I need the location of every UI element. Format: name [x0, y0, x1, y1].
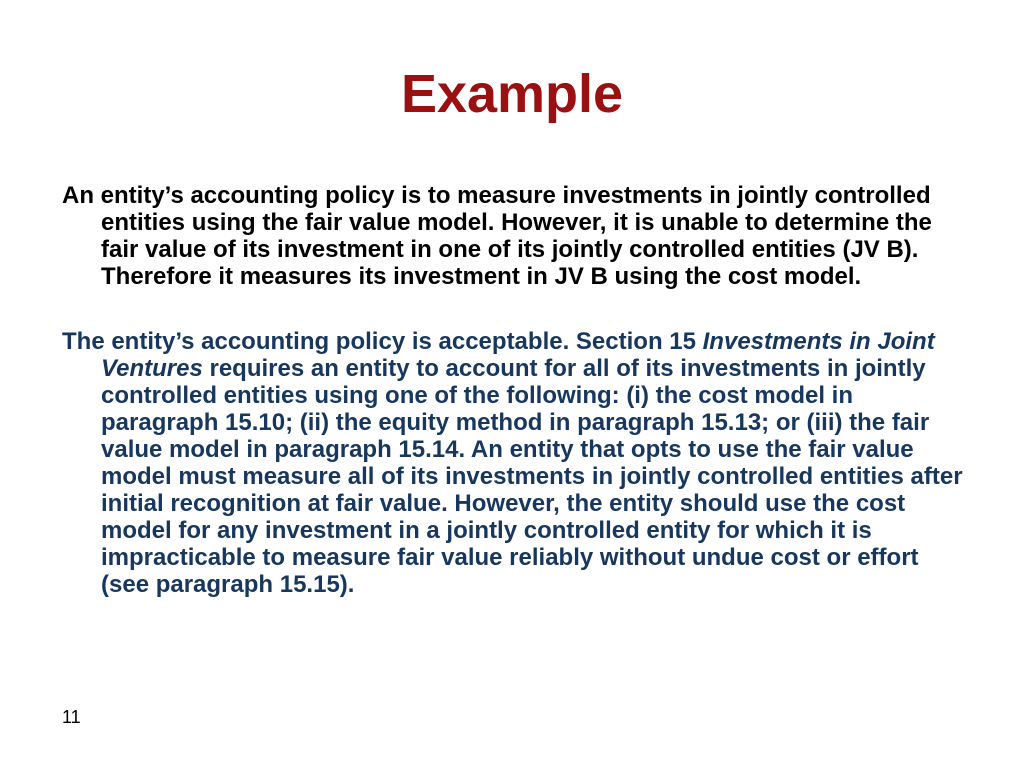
slide-body — [62, 182, 966, 598]
section-title-italic: Investments in Joint Ventures — [101, 328, 935, 382]
explanation-rest-text: requires an entity to account for all of its investments in jointly controlled entities using one of the following: (i) the cost model in paragraph 15.10; (ii) the equity method in paragraph 15.13; or (iii) the fair value model in paragraph 15.14. An entity that opts to use the fair value model must measure all of its investments in jointly controlled entities after initial recognition at fair value. However, the entity should use the cost model for any investment in a jointly controlled entity for which it is impracticable to measure fair value reliably without undue cost or effort (see paragraph 15.15). — [101, 355, 963, 598]
page-number: 11 — [62, 707, 81, 727]
paragraph-example-scenario: An entity’s accounting policy is to measure investments in jointly controlled entities using the fair value model. However, it is unable to determine the fair value of its investment in one of its jointly controlled entities (JV B). Therefore it measures its investment in JV B using the cost model. — [62, 182, 932, 290]
paragraph-explanation — [62, 328, 966, 598]
slide-title: Example — [400, 64, 624, 124]
explanation-lead-text: The entity’s accounting policy is acceptable. Section 15 — [62, 328, 703, 355]
